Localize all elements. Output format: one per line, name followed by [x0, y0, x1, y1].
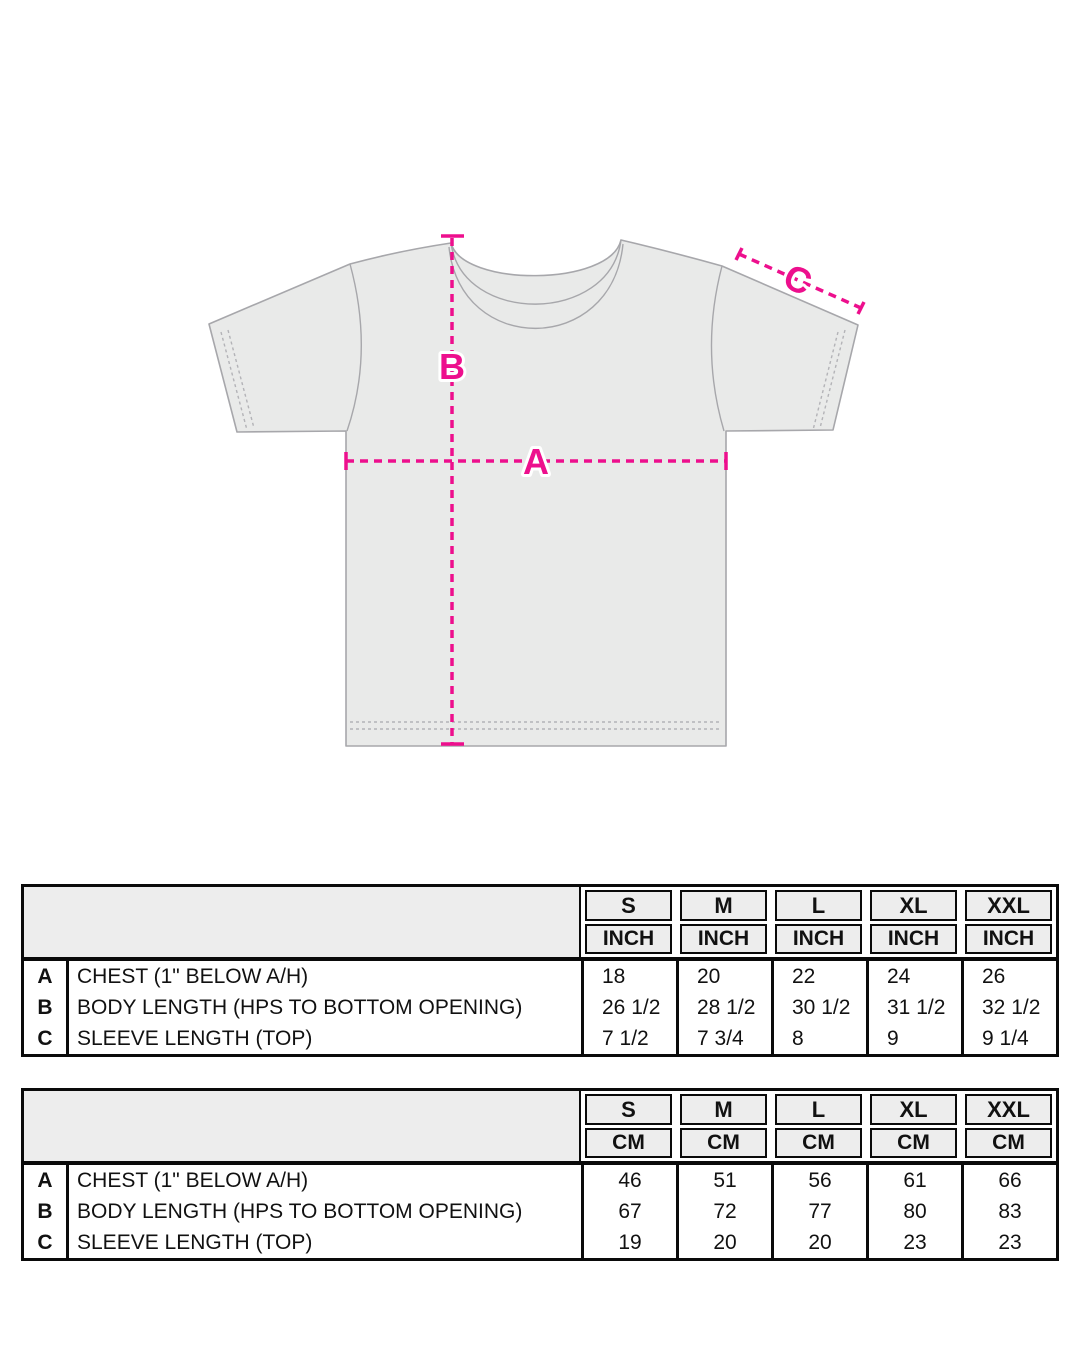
size-header-xl: XL	[870, 1094, 957, 1125]
row-letter: C	[37, 1027, 53, 1050]
tshirt-body-outline	[209, 240, 858, 746]
row-label: SLEEVE LENGTH (TOP)	[77, 1027, 313, 1050]
header-col-xl	[866, 887, 961, 957]
value-cell: 20	[713, 1231, 737, 1254]
row-letter-column	[24, 961, 69, 1054]
value-cell: 46	[618, 1169, 642, 1192]
value-cell: 26 1/2	[602, 996, 661, 1019]
value-cell: 23	[903, 1231, 927, 1254]
header-col-l	[771, 887, 866, 957]
size-header-s: S	[585, 1094, 672, 1125]
row-letter: B	[37, 996, 53, 1019]
value-cell: 22	[792, 965, 816, 988]
value-cell: 67	[618, 1200, 642, 1223]
value-column-xl	[866, 961, 961, 1054]
row-letter: C	[37, 1231, 53, 1254]
unit-header-xxl: CM	[965, 1128, 1052, 1158]
unit-header-xxl: INCH	[965, 924, 1052, 954]
header-col-xxl	[961, 887, 1056, 957]
value-cell: 51	[713, 1169, 737, 1192]
header-col-m	[676, 887, 771, 957]
value-cell: 20	[808, 1231, 832, 1254]
value-column-xxl	[961, 1165, 1056, 1258]
value-column-s	[581, 961, 676, 1054]
unit-header-s: INCH	[585, 924, 672, 954]
value-cell: 19	[618, 1231, 642, 1254]
tshirt-drawing	[209, 240, 858, 746]
header-col-m	[676, 1091, 771, 1161]
row-letter: A	[37, 965, 53, 988]
size-header-xxl: XXL	[965, 890, 1052, 921]
unit-header-xl: INCH	[870, 924, 957, 954]
value-cell: 26	[982, 965, 1006, 988]
header-corner-cell	[24, 1091, 581, 1161]
unit-header-xl: CM	[870, 1128, 957, 1158]
row-label-column	[69, 961, 581, 1054]
header-corner-cell	[24, 887, 581, 957]
size-table-inch	[21, 884, 1059, 1057]
value-cell: 23	[998, 1231, 1022, 1254]
unit-header-l: CM	[775, 1128, 862, 1158]
unit-header-m: INCH	[680, 924, 767, 954]
value-column-xl	[866, 1165, 961, 1258]
value-column-m	[676, 1165, 771, 1258]
unit-header-m: CM	[680, 1128, 767, 1158]
value-cell: 8	[792, 1027, 804, 1050]
header-col-s	[581, 887, 676, 957]
value-column-l	[771, 1165, 866, 1258]
measure-label-c: C	[777, 255, 819, 304]
value-cell: 72	[713, 1200, 737, 1223]
size-header-s: S	[585, 890, 672, 921]
value-cell: 66	[998, 1169, 1022, 1192]
row-label: CHEST (1" BELOW A/H)	[77, 965, 309, 988]
value-cell: 77	[808, 1200, 832, 1223]
row-label: BODY LENGTH (HPS TO BOTTOM OPENING)	[77, 996, 523, 1019]
value-cell: 32 1/2	[982, 996, 1041, 1019]
size-header-xl: XL	[870, 890, 957, 921]
value-cell: 7 1/2	[602, 1027, 649, 1050]
size-header-m: M	[680, 890, 767, 921]
row-label: SLEEVE LENGTH (TOP)	[77, 1231, 313, 1254]
row-letter: B	[37, 1200, 53, 1223]
size-header-l: L	[775, 1094, 862, 1125]
size-header-l: L	[775, 890, 862, 921]
header-col-xl	[866, 1091, 961, 1161]
row-letter-column	[24, 1165, 69, 1258]
inch-table-header	[24, 887, 1056, 957]
value-cell: 24	[887, 965, 911, 988]
value-cell: 31 1/2	[887, 996, 946, 1019]
row-letter: A	[37, 1169, 53, 1192]
value-cell: 80	[903, 1200, 927, 1223]
value-cell: 83	[998, 1200, 1022, 1223]
value-cell: 18	[602, 965, 626, 988]
measure-label-b: B	[439, 346, 465, 387]
value-column-s	[581, 1165, 676, 1258]
value-column-l	[771, 961, 866, 1054]
unit-header-s: CM	[585, 1128, 672, 1158]
value-cell: 28 1/2	[697, 996, 756, 1019]
header-col-s	[581, 1091, 676, 1161]
size-table-cm	[21, 1088, 1059, 1261]
unit-header-l: INCH	[775, 924, 862, 954]
value-cell: 30 1/2	[792, 996, 851, 1019]
size-header-xxl: XXL	[965, 1094, 1052, 1125]
row-label: BODY LENGTH (HPS TO BOTTOM OPENING)	[77, 1200, 523, 1223]
size-header-m: M	[680, 1094, 767, 1125]
value-cell: 56	[808, 1169, 832, 1192]
row-label: CHEST (1" BELOW A/H)	[77, 1169, 309, 1192]
value-column-xxl	[961, 961, 1056, 1054]
header-col-xxl	[961, 1091, 1056, 1161]
value-cell: 20	[697, 965, 721, 988]
value-cell: 61	[903, 1169, 927, 1192]
header-col-l	[771, 1091, 866, 1161]
cm-table-header	[24, 1091, 1056, 1161]
inch-table-body	[24, 957, 1056, 1054]
value-cell: 9 1/4	[982, 1027, 1029, 1050]
value-cell: 7 3/4	[697, 1027, 744, 1050]
measure-label-a: A	[523, 441, 549, 482]
row-label-column	[69, 1165, 581, 1258]
cm-table-body	[24, 1161, 1056, 1258]
value-column-m	[676, 961, 771, 1054]
value-cell: 9	[887, 1027, 899, 1050]
